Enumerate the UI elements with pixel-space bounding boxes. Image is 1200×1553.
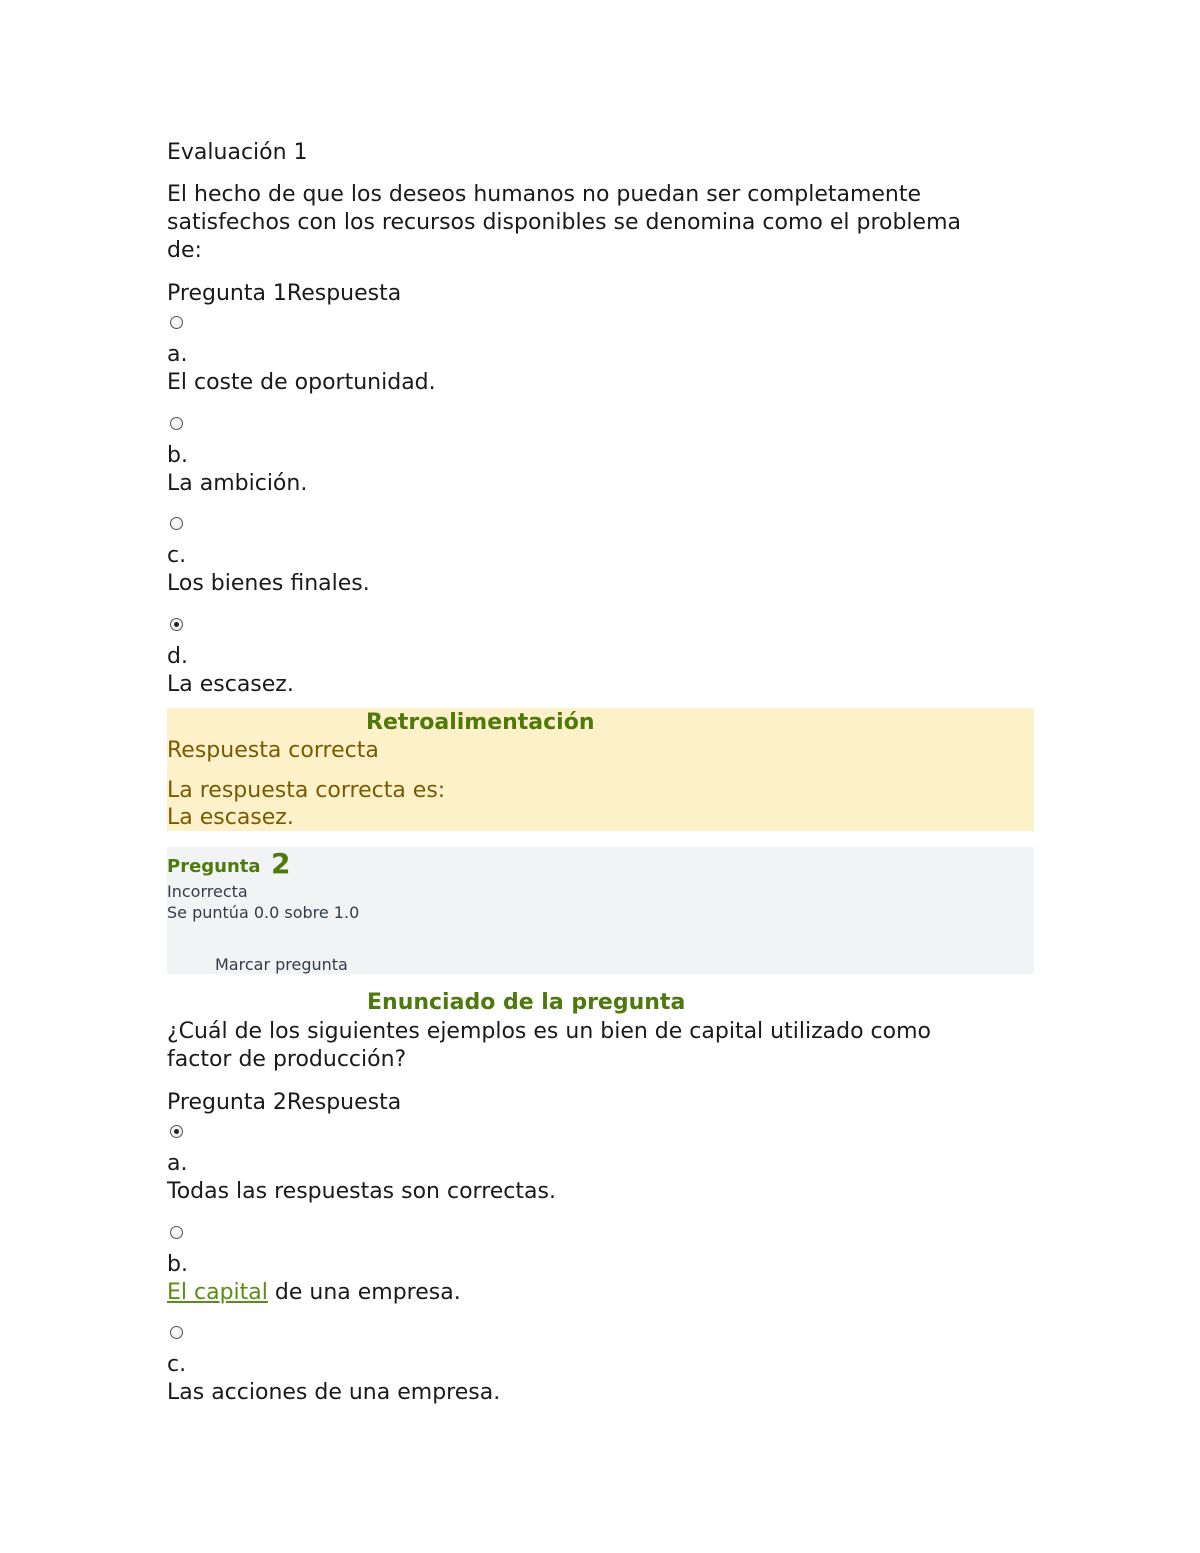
feedback-correct-intro: La respuesta correcta es:: [167, 778, 446, 803]
feedback-title: Retroalimentación: [366, 710, 595, 735]
q1-option-d-letter: d.: [167, 644, 188, 669]
q1-option-a-text: El coste de oportunidad.: [167, 370, 436, 395]
page-title: Evaluación 1: [167, 140, 308, 165]
q1-question-line-3: de:: [167, 238, 202, 263]
question-status: Incorrecta: [167, 882, 248, 901]
q2-option-b-text-rest: de una empresa.: [267, 1280, 461, 1305]
q1-option-b-letter: b.: [167, 443, 188, 468]
question-info-label: Pregunta: [167, 856, 261, 877]
q1-option-a-radio[interactable]: [170, 316, 183, 329]
q2-option-c-letter: c.: [167, 1352, 187, 1377]
question-statement-title: Enunciado de la pregunta: [367, 990, 686, 1015]
q1-option-b-text: La ambición.: [167, 471, 308, 496]
q1-option-b-radio[interactable]: [170, 417, 183, 430]
q2-option-a-radio[interactable]: [170, 1125, 183, 1138]
glossary-link-capital[interactable]: El capital: [167, 1280, 268, 1305]
question-2-info: [167, 847, 1034, 974]
q2-question-line-1: ¿Cuál de los siguientes ejemplos es un bien de capital utilizado como: [167, 1019, 931, 1044]
q1-option-c-radio[interactable]: [170, 517, 183, 530]
q1-option-a-letter: a.: [167, 342, 188, 367]
question-info-number: 2: [271, 847, 291, 880]
q2-option-c-text: Las acciones de una empresa.: [167, 1380, 501, 1405]
feedback-result: Respuesta correcta: [167, 738, 379, 763]
feedback-panel: [167, 708, 1034, 831]
q1-question-line-2: satisfechos con los recursos disponibles se denomina como el problema: [167, 210, 961, 235]
q1-question-line-1: El hecho de que los deseos humanos no puedan ser completamente: [167, 182, 922, 207]
q1-answer-label: Pregunta 1Respuesta: [167, 281, 402, 306]
q2-option-a-text: Todas las respuestas son correctas.: [167, 1179, 556, 1204]
q2-option-b-letter: b.: [167, 1252, 188, 1277]
q1-option-d-text: La escasez.: [167, 672, 294, 697]
q2-option-b-text: [167, 1279, 461, 1307]
q2-option-a-letter: a.: [167, 1151, 188, 1176]
q2-option-c-radio[interactable]: [170, 1326, 183, 1339]
q2-question-line-2: factor de producción?: [167, 1047, 407, 1072]
q2-option-b-radio[interactable]: [170, 1226, 183, 1239]
q1-option-d-radio[interactable]: [170, 618, 183, 631]
flag-question-link[interactable]: Marcar pregunta: [215, 955, 348, 974]
q1-option-c-text: Los bienes finales.: [167, 571, 370, 596]
q1-option-c-letter: c.: [167, 543, 187, 568]
q2-answer-label: Pregunta 2Respuesta: [167, 1090, 402, 1115]
question-score: Se puntúa 0.0 sobre 1.0: [167, 903, 360, 922]
feedback-correct-answer: La escasez.: [167, 805, 294, 830]
